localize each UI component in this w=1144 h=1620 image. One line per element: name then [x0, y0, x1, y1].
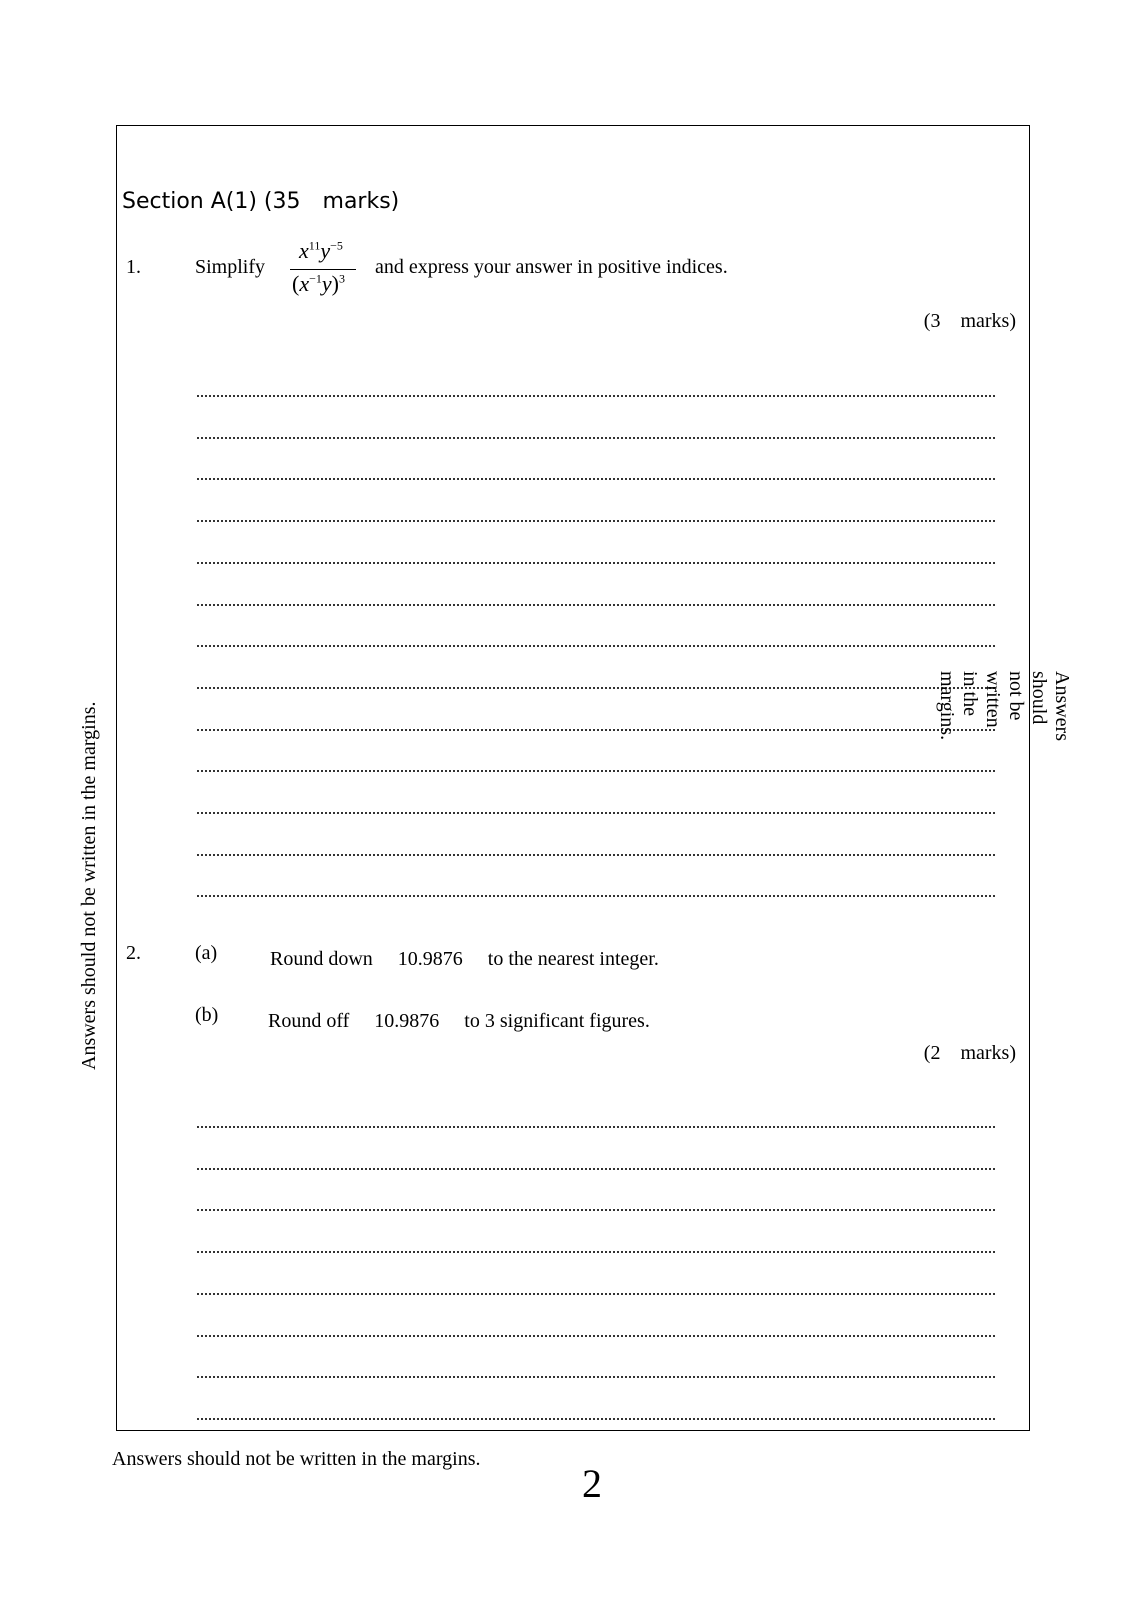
page-number: 2 [582, 1461, 602, 1506]
q1-num-x-exp: 11 [308, 238, 321, 253]
q1-num-y: y [320, 238, 331, 263]
answer-box-frame [116, 125, 1030, 1431]
q1-prefix: Simplify [195, 256, 266, 278]
answer-line [197, 770, 995, 772]
section-title: Section A(1) (35 marks) [122, 189, 400, 214]
answer-line [197, 812, 995, 814]
answer-line [197, 562, 995, 564]
answer-line [197, 395, 995, 397]
answer-line [197, 854, 995, 856]
answer-line [197, 478, 995, 480]
answer-line [197, 437, 995, 439]
answer-line [197, 520, 995, 522]
answer-line [197, 1126, 995, 1128]
q1-suffix: and express your answer in positive indices. [375, 256, 728, 278]
right-margin-note: Answers should not be written in the margins. [936, 671, 1073, 741]
answer-line [197, 1168, 995, 1170]
answer-line [197, 1293, 995, 1295]
q1-marks: (3 marks) [923, 310, 1016, 332]
left-margin-note: Answers should not be written in the margins. [78, 701, 100, 1070]
answer-line [197, 1335, 995, 1337]
q2b-label: (b) [195, 1004, 219, 1026]
q1-den-exp: 3 [338, 271, 345, 286]
answer-line [197, 1251, 995, 1253]
answer-line [197, 895, 995, 897]
q1-number: 1. [126, 256, 141, 278]
q1-den-x: x [299, 271, 310, 296]
q2a-text: Round down 10.9876 to the nearest integer. [270, 948, 659, 970]
answer-line [197, 645, 995, 647]
q1-den-open: ( [292, 271, 300, 296]
answer-line [197, 1376, 995, 1378]
q1-den-y: y [321, 271, 332, 296]
q2b-text: Round off 10.9876 to 3 significant figures. [268, 1010, 650, 1032]
answer-line [197, 1209, 995, 1211]
bottom-margin-note: Answers should not be written in the margins. [112, 1448, 481, 1470]
q2a-label: (a) [195, 942, 218, 964]
q1-num-y-exp: −5 [330, 238, 343, 253]
q1-den-close: ) [331, 271, 339, 296]
fraction-bar [290, 269, 356, 270]
q1-num-x: x [299, 238, 309, 263]
q2-number: 2. [126, 942, 141, 964]
q1-den-x-exp: −1 [309, 271, 322, 286]
q1-expression [290, 238, 356, 300]
answer-line [197, 604, 995, 606]
q2-marks: (2 marks) [923, 1042, 1016, 1064]
answer-line [197, 687, 995, 689]
answer-line [197, 729, 995, 731]
answer-line [197, 1418, 995, 1420]
